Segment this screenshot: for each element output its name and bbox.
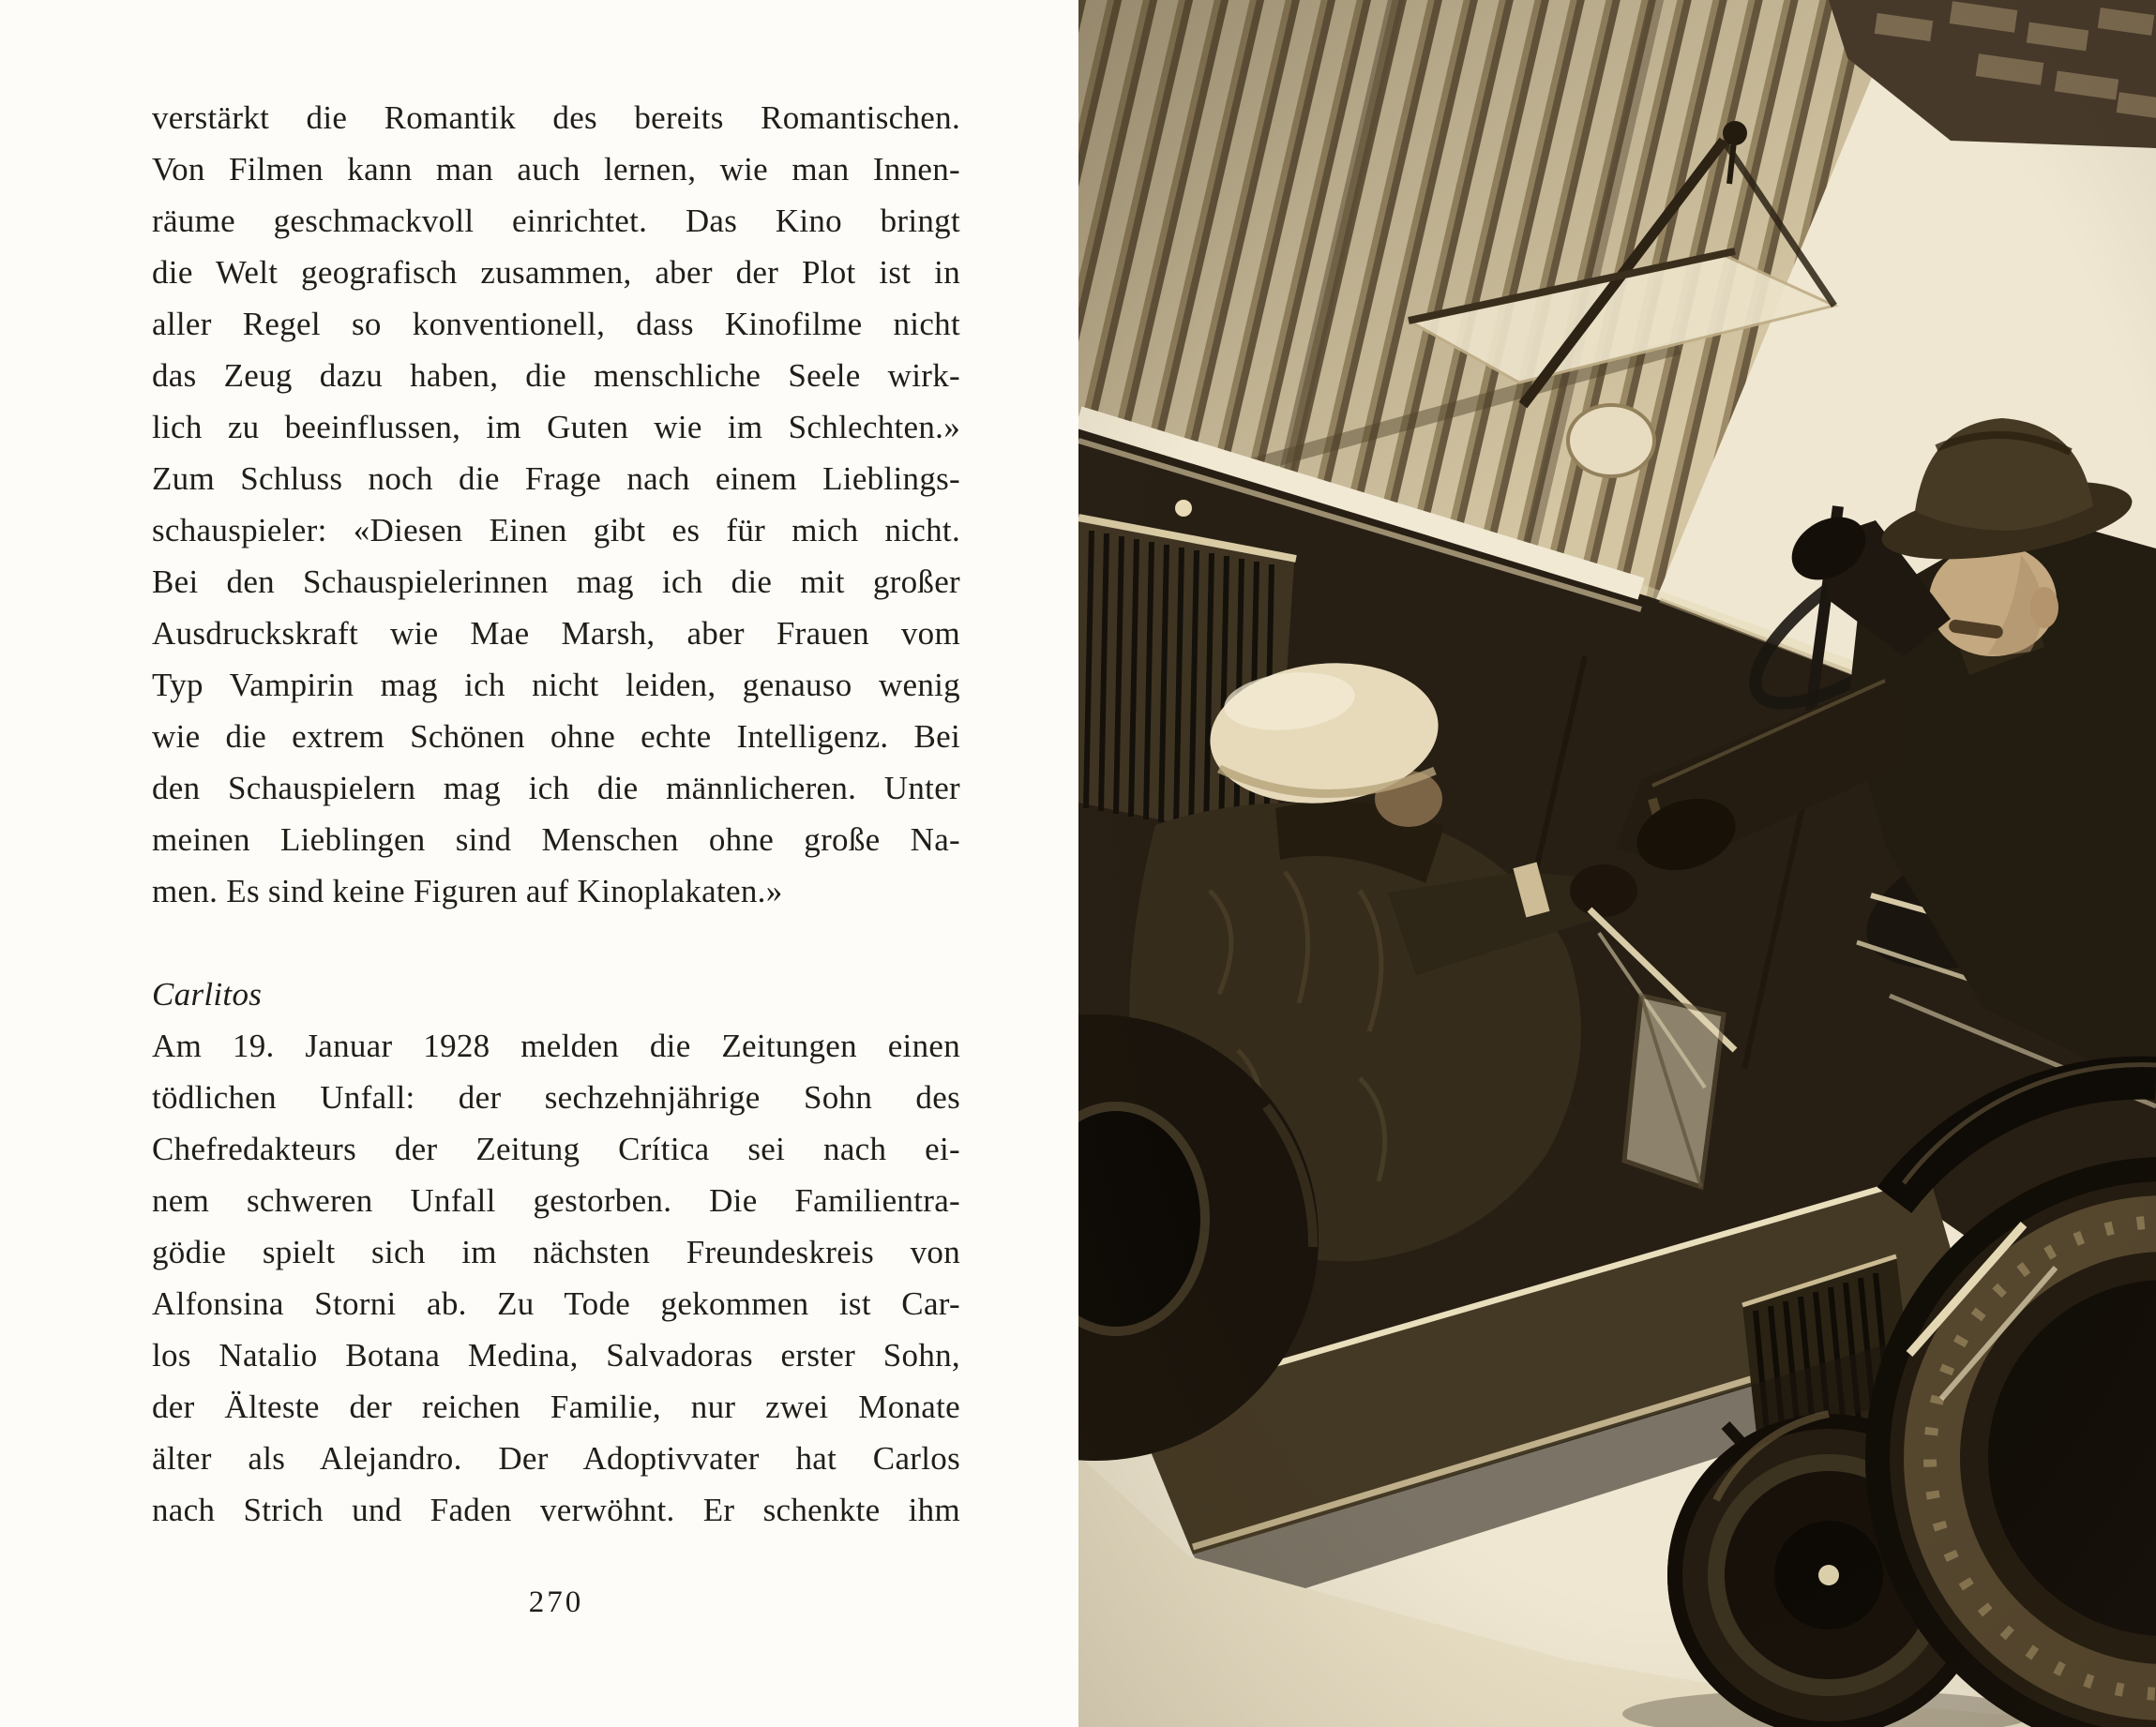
- text-line: wie die extrem Schönen ohne echte Intelligenz. Bei: [152, 718, 960, 755]
- vintage-car-photo: [1078, 0, 2156, 1727]
- text-line: los Natalio Botana Medina, Salvadoras erster Sohn,: [152, 1337, 960, 1374]
- text-line: Bei den Schauspielerinnen mag ich die mit großer: [152, 563, 960, 600]
- text-line: den Schauspielern mag ich die männlicheren. Unter: [152, 770, 960, 806]
- text-line: meinen Lieblingen sind Menschen ohne große Na-: [152, 821, 960, 858]
- text-block: [152, 92, 960, 1629]
- text-line: Von Filmen kann man auch lernen, wie man Innen-: [152, 151, 960, 188]
- page-number: 270: [528, 1585, 584, 1619]
- text-line: aller Regel so konventionell, dass Kinofilme nicht: [152, 306, 960, 342]
- section-heading-carlitos: Carlitos: [152, 976, 263, 1013]
- text-line: verstärkt die Romantik des bereits Romantischen.: [152, 99, 960, 136]
- text-line: die Welt geografisch zusammen, aber der Plot ist in: [152, 254, 960, 291]
- text-line: Am 19. Januar 1928 melden die Zeitungen einen: [152, 1028, 960, 1064]
- text-line: räume geschmackvoll einrichtet. Das Kino bringt: [152, 203, 960, 239]
- text-line: das Zeug dazu haben, die menschliche Seele wirk-: [152, 357, 960, 394]
- text-line: Zum Schluss noch die Frage nach einem Lieblings-: [152, 460, 960, 497]
- text-line: tödlichen Unfall: der sechzehnjährige Sohn des: [152, 1079, 960, 1116]
- text-line: lich zu beeinflussen, im Guten wie im Schlechten.»: [152, 409, 960, 445]
- text-line: nem schweren Unfall gestorben. Die Familientra-: [152, 1182, 960, 1219]
- paragraph-film-interview: [152, 92, 960, 917]
- text-line: Typ Vampirin mag ich nicht leiden, genauso wenig: [152, 667, 960, 703]
- text-line: Alfonsina Storni ab. Zu Tode gekommen ist Car-: [152, 1285, 960, 1322]
- text-line: älter als Alejandro. Der Adoptivvater hat Carlos: [152, 1440, 960, 1477]
- right-page: [1078, 0, 2156, 1727]
- text-line: men. Es sind keine Figuren auf Kinoplakaten.»: [152, 873, 783, 909]
- text-line: Chefredakteurs der Zeitung Crítica sei nach ei-: [152, 1131, 960, 1167]
- text-line: nach Strich und Faden verwöhnt. Er schenkte ihm: [152, 1492, 960, 1528]
- text-line: schauspieler: «Diesen Einen gibt es für mich nicht.: [152, 512, 960, 548]
- text-line: Ausdruckskraft wie Mae Marsh, aber Frauen vom: [152, 615, 960, 652]
- paragraph-carlitos: [152, 1020, 960, 1536]
- text-line: gödie spielt sich im nächsten Freundeskreis von: [152, 1234, 960, 1270]
- text-line: der Älteste der reichen Familie, nur zwei Monate: [152, 1389, 960, 1425]
